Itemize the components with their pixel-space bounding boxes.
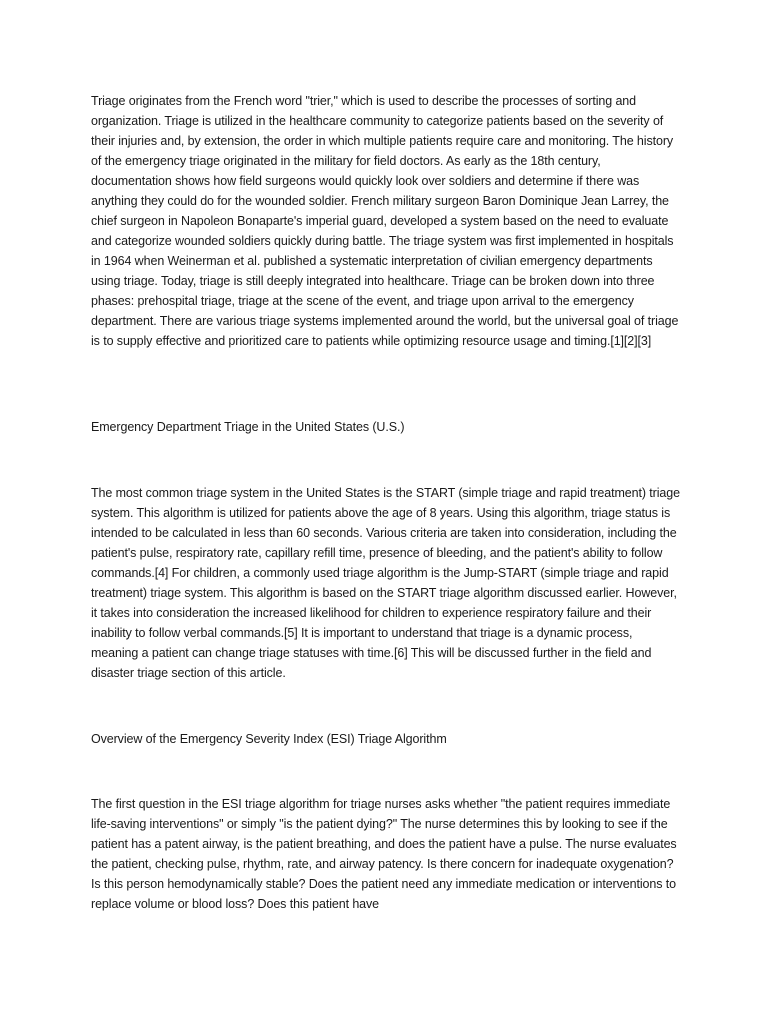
body-paragraph-esi-first-question: The first question in the ESI triage algorithm for triage nurses asks whether "the patient requires immediate life-saving interventions" or simply "is the patient dying?" The nurse determines this by looking to see if the patient has a patent airway, is the patient breathing, and does the patient have a pulse. The nurse evaluates the patient, checking pulse, rhythm, rate, and airway patency. Is there concern for inadequate oxygenation? Is this person hemodynamically stable? Does the patient need any immediate medication or interventions to replace volume or blood loss? Does this patient have	[91, 797, 677, 911]
body-paragraph-start-system: The most common triage system in the United States is the START (simple triage and rapid treatment) triage system. This algorithm is utilized for patients above the age of 8 years. Using this algorithm, triage status is intended to be calculated in less than 60 seconds. Various criteria are taken into consideration, including the patient's pulse, respiratory rate, capillary refill time, presence of bleeding, and the patient's ability to follow commands.[4] For children, a commonly used triage algorithm is the Jump-START (simple triage and rapid treatment) triage system. This algorithm is based on the START triage algorithm discussed earlier. However, it takes into consideration the increased likelihood for children to experience respiratory failure and their inability to follow verbal commands.[5] It is important to understand that triage is a dynamic process, meaning a patient can change triage statuses with time.[6] This will be discussed further in the field and disaster triage section of this article.	[91, 486, 680, 680]
body-paragraph-triage-origins: Triage originates from the French word "trier," which is used to describe the processes of sorting and organization. Triage is utilized in the healthcare community to categorize patients based on the severity of their injuries and, by extension, the order in which multiple patients require care and monitoring. The history of the emergency triage originated in the military for field doctors. As early as the 18th century, documentation shows how field surgeons would quickly look over soldiers and determine if there was anything they could do for the wounded soldier. French military surgeon Baron Dominique Jean Larrey, the chief surgeon in Napoleon Bonaparte's imperial guard, developed a system based on the need to evaluate and categorize wounded soldiers quickly during battle. The triage system was first implemented in hospitals in 1964 when Weinerman et al. published a systematic interpretation of civilian emergency departments using triage. Today, triage is still deeply integrated into healthcare. Triage can be broken down into three phases: prehospital triage, triage at the scene of the event, and triage upon arrival to the emergency department. There are various triage systems implemented around the world, but the universal goal of triage is to supply effective and prioritized care to patients while optimizing resource usage and timing.[1][2][3]	[91, 94, 679, 348]
section-heading-us-triage: Emergency Department Triage in the United States (U.S.)	[91, 420, 405, 434]
section-heading-esi-overview: Overview of the Emergency Severity Index (ESI) Triage Algorithm	[91, 732, 447, 746]
